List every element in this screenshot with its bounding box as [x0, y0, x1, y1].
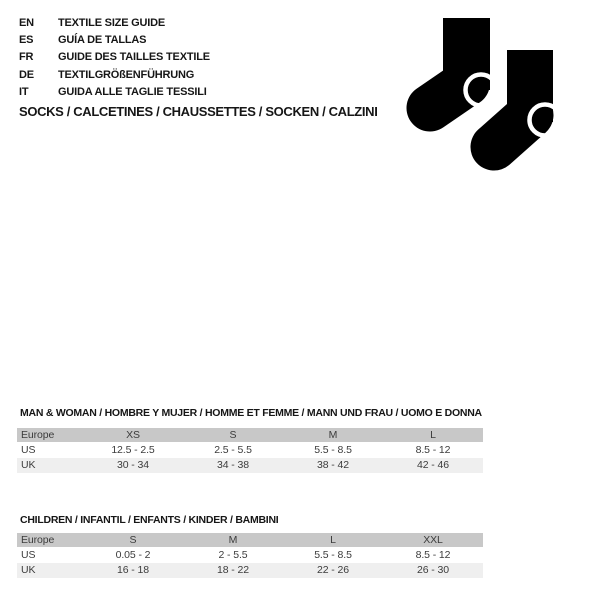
language-label: GUÍA DE TALLAS [58, 34, 147, 47]
language-row [19, 83, 210, 100]
column-header-size: L [430, 429, 436, 441]
table-row-uk [17, 563, 483, 578]
region-label: UK [21, 459, 36, 471]
language-label: TEXTILGRÖßENFÜHRUNG [58, 68, 195, 81]
language-code: DE [19, 68, 34, 81]
table-title-children: CHILDREN / INFANTIL / ENFANTS / KINDER / BAMBINI [20, 514, 279, 526]
language-code: IT [19, 86, 29, 99]
size-cell: 2.5 - 5.5 [214, 444, 252, 456]
size-cell: 18 - 22 [217, 564, 249, 576]
category-title: SOCKS / CALCETINES / CHAUSSETTES / SOCKEN / CALZINI [19, 104, 378, 119]
region-label: UK [21, 564, 36, 576]
region-label: US [21, 444, 36, 456]
size-cell: 42 - 46 [417, 459, 449, 471]
column-header-size: S [129, 534, 137, 546]
column-header-size: M [228, 534, 238, 546]
size-cell: 26 - 30 [417, 564, 449, 576]
table-row-us [17, 443, 483, 458]
language-code: FR [19, 51, 34, 64]
language-row [19, 14, 210, 31]
column-header-europe: Europe [21, 429, 55, 441]
language-label: TEXTILE SIZE GUIDE [58, 16, 166, 29]
table-row-uk [17, 458, 483, 473]
column-header-size: S [229, 429, 237, 441]
column-header-size: L [330, 534, 336, 546]
size-cell: 8.5 - 12 [415, 444, 451, 456]
language-label: GUIDA ALLE TAGLIE TESSILI [58, 86, 207, 99]
language-label: GUIDE DES TAILLES TEXTILE [58, 51, 210, 64]
size-cell: 0.05 - 2 [115, 549, 151, 561]
size-cell: 38 - 42 [317, 459, 349, 471]
size-cell: 16 - 18 [117, 564, 149, 576]
table-header-row [17, 428, 483, 443]
size-table-man-woman [17, 428, 483, 473]
language-row [19, 49, 210, 66]
language-row [19, 66, 210, 83]
language-row [19, 31, 210, 48]
size-cell: 22 - 26 [317, 564, 349, 576]
table-header-row [17, 533, 483, 548]
column-header-europe: Europe [21, 534, 55, 546]
table-title-man-woman: MAN & WOMAN / HOMBRE Y MUJER / HOMME ET FEMME / MANN UND FRAU / UOMO E DONNA [20, 407, 482, 419]
socks-icon [400, 10, 580, 182]
size-cell: 2 - 5.5 [218, 549, 248, 561]
language-list [19, 14, 210, 101]
size-cell: 5.5 - 8.5 [314, 549, 352, 561]
size-cell: 30 - 34 [117, 459, 149, 471]
sock-front-foot [494, 115, 530, 147]
region-label: US [21, 549, 36, 561]
size-cell: 8.5 - 12 [415, 549, 451, 561]
size-table-children [17, 533, 483, 578]
column-header-size: M [328, 429, 338, 441]
sock-back-foot [430, 83, 467, 108]
size-cell: 5.5 - 8.5 [314, 444, 352, 456]
column-header-size: XXL [423, 534, 443, 546]
table-row-us [17, 548, 483, 563]
language-code: EN [19, 16, 34, 29]
column-header-size: XS [126, 429, 140, 441]
size-cell: 34 - 38 [217, 459, 249, 471]
language-code: ES [19, 34, 34, 47]
size-cell: 12.5 - 2.5 [111, 444, 155, 456]
